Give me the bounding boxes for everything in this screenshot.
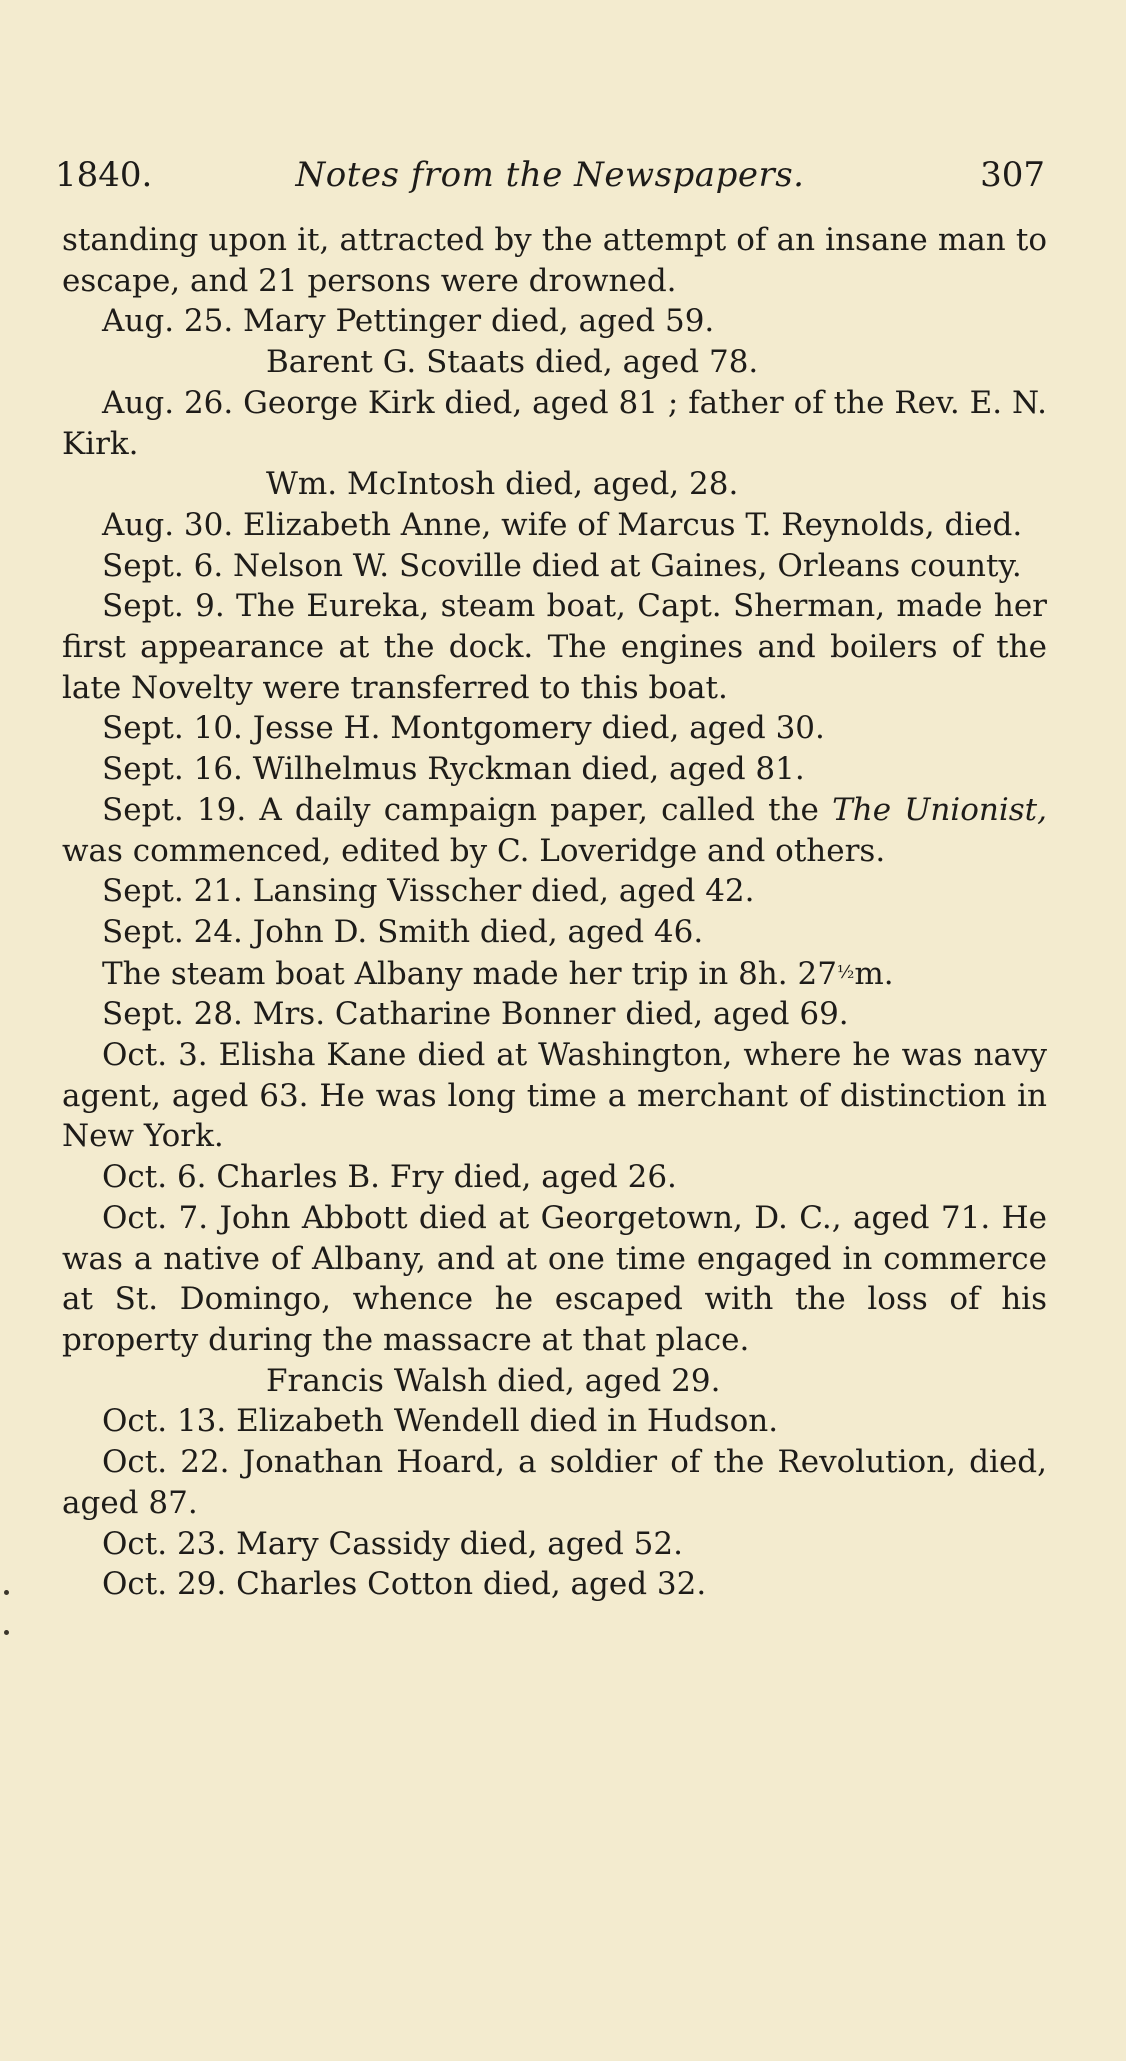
entry-oct-7-abbott: Oct. 7. John Abbott died at Georgetown, D. C., aged 71. He was a native of Albany, and at one time engaged in commerce at St. Domingo, whence he escaped with the loss of his property during the massacre at that place. — [62, 1199, 1047, 1358]
entry-oct-6-fry: Oct. 6. Charles B. Fry died, aged 26. — [102, 1159, 677, 1196]
entry-text: Sept. 19. A daily campaign paper, called the — [102, 791, 833, 828]
header-year: 1840. — [55, 155, 153, 195]
entry-sept-9-eureka: Sept. 9. The Eureka, steam boat, Capt. Sherman, made her first appearance at the dock. The engines and boilers of the late Novelty were transferred to this boat. — [62, 588, 1047, 706]
entry-text: m. — [854, 955, 894, 992]
entry-oct-23-cassidy: Oct. 23. Mary Cassidy died, aged 52. — [102, 1525, 683, 1562]
entry-sept-16-ryckman: Sept. 16. Wilhelmus Ryckman died, aged 81. — [102, 751, 805, 788]
entry-oct-29-cotton: Oct. 29. Charles Cotton died, aged 32. — [102, 1566, 707, 1603]
entry-aug-25-pettinger: Aug. 25. Mary Pettinger died, aged 59. — [102, 303, 715, 340]
entry-sept-24-smith: Sept. 24. John D. Smith died, aged 46. — [102, 913, 704, 950]
entry-text: The steam boat Albany made her trip in 8h. 27 — [102, 955, 837, 992]
running-head — [55, 150, 1045, 200]
entry-oct-22-hoard: Oct. 22. Jonathan Hoard, a soldier of the Revolution, died, aged 87. — [62, 1444, 1047, 1521]
entry-walsh: Francis Walsh died, aged 29. — [266, 1362, 721, 1399]
entry-sept-19-unionist — [62, 790, 1047, 871]
header-title: Notes from the Newspapers. — [295, 155, 805, 195]
margin-mark — [4, 1590, 9, 1595]
body-text — [62, 220, 1047, 1605]
entry-oct-13-wendell: Oct. 13. Elizabeth Wendell died in Hudson. — [102, 1403, 779, 1440]
newspaper-title: The Unionist, — [832, 791, 1047, 828]
entry-sept-28-bonner: Sept. 28. Mrs. Catharine Bonner died, aged 69. — [102, 996, 849, 1033]
entry-sept-6-scoville: Sept. 6. Nelson W. Scoville died at Gaines, Orleans county. — [102, 547, 1022, 584]
page-number: 307 — [980, 155, 1045, 195]
entry-text: was commenced, edited by C. Loveridge and others. — [62, 832, 886, 869]
entry-staats: Barent G. Staats died, aged 78. — [266, 344, 759, 381]
fraction: ½ — [836, 961, 855, 983]
margin-mark — [4, 1630, 9, 1635]
entry-aug-30-reynolds: Aug. 30. Elizabeth Anne, wife of Marcus T. Reynolds, died. — [102, 506, 1023, 543]
entry-aug-26-kirk: Aug. 26. George Kirk died, aged 81 ; father of the Rev. E. N. Kirk. — [62, 384, 1047, 462]
entry-mcintosh: Wm. McIntosh died, aged, 28. — [266, 466, 739, 503]
paragraph-continuation: standing upon it, attracted by the attempt of an insane man to escape, and 21 persons were drowned. — [62, 222, 1047, 299]
entry-oct-3-kane: Oct. 3. Elisha Kane died at Washington, where he was navy agent, aged 63. He was long time a merchant of distinction in New York. — [62, 1037, 1047, 1155]
entry-sept-21-visscher: Sept. 21. Lansing Visscher died, aged 42. — [102, 873, 755, 910]
entry-albany-trip — [62, 953, 1047, 995]
entry-sept-10-montgomery: Sept. 10. Jesse H. Montgomery died, aged 30. — [102, 710, 825, 747]
